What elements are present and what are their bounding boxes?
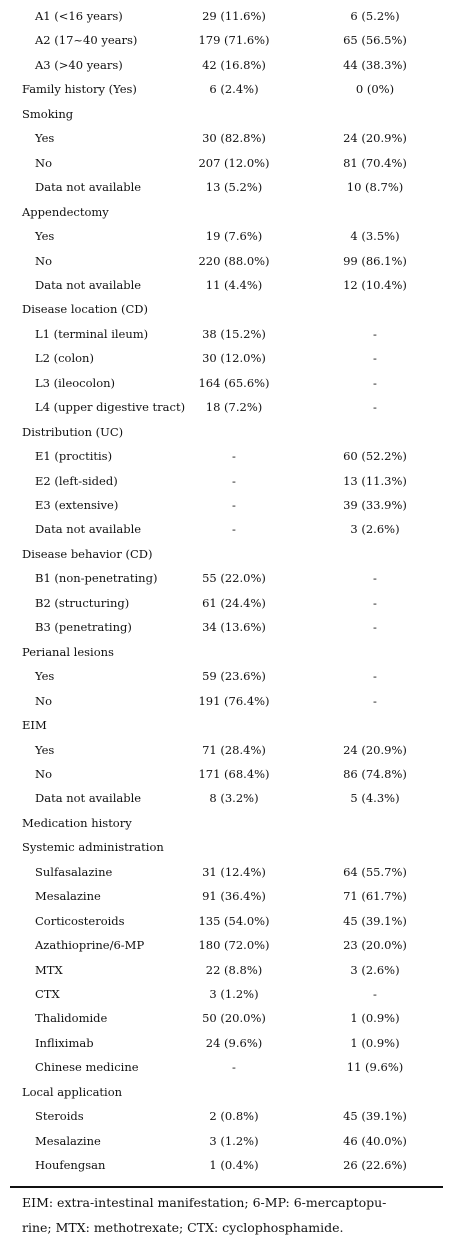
table-row (0, 102, 462, 126)
table-row (0, 909, 462, 933)
row-sublabel: E3 (extensive) (35, 498, 119, 512)
table-row (0, 420, 462, 444)
cd-value-cell: 34 (13.6%) (202, 620, 266, 635)
cd-value-cell: 71 (28.4%) (202, 742, 266, 757)
table-row (0, 200, 462, 224)
uc-value-cell: 24 (20.9%) (343, 131, 407, 146)
row-category-label: EIM (22, 718, 47, 733)
row-sublabel: Yes (35, 742, 55, 757)
cd-value-cell: 207 (12.0%) (198, 155, 270, 170)
uc-value-cell: 65 (56.5%) (343, 33, 407, 48)
cd-value-cell: 18 (7.2%) (205, 400, 263, 415)
cd-value-cell: 22 (8.8%) (205, 962, 263, 977)
row-sublabel: Mesalazine (35, 889, 101, 904)
row-sublabel: B2 (structuring) (35, 595, 130, 610)
uc-value-cell: - (373, 400, 377, 415)
table-row (0, 4, 462, 28)
uc-value-cell: 81 (70.4%) (343, 155, 407, 170)
table-row (0, 77, 462, 101)
row-sublabel: L1 (terminal ileum) (35, 326, 149, 341)
uc-value-cell: 99 (86.1%) (343, 253, 407, 268)
uc-value-cell: 45 (39.1%) (343, 913, 407, 928)
uc-value-cell: 1 (0.9%) (350, 1035, 400, 1050)
uc-value-cell: 26 (22.6%) (343, 1158, 407, 1173)
uc-value-cell: - (373, 669, 377, 684)
table-row (0, 517, 462, 541)
cd-value-cell: 180 (72.0%) (198, 938, 270, 953)
table-row (0, 322, 462, 346)
cd-value-cell: 19 (7.6%) (205, 229, 263, 244)
row-sublabel: Data not available (35, 522, 142, 537)
cd-value-cell: 61 (24.4%) (202, 595, 266, 610)
table-row (0, 762, 462, 786)
table-row (0, 1080, 462, 1104)
cd-value-cell: 164 (65.6%) (198, 375, 270, 390)
uc-value-cell: 39 (33.9%) (343, 498, 407, 512)
table-row (0, 493, 462, 517)
uc-value-cell: - (373, 351, 377, 366)
cd-value-cell: 38 (15.2%) (202, 326, 266, 341)
row-sublabel: CTX (35, 987, 60, 1001)
uc-value-cell: - (373, 571, 377, 586)
table-row (0, 958, 462, 982)
table-row (0, 151, 462, 175)
uc-value-cell: - (373, 595, 377, 610)
row-sublabel: No (35, 766, 52, 781)
table-row (0, 664, 462, 688)
table-row (0, 615, 462, 639)
row-sublabel: Yes (35, 229, 55, 244)
uc-value-cell: 3 (2.6%) (350, 522, 400, 537)
cd-value-cell: 2 (0.8%) (209, 1109, 259, 1124)
row-category-label: Smoking (22, 106, 74, 121)
uc-value-cell: 46 (40.0%) (343, 1133, 407, 1148)
uc-value-cell: 3 (2.6%) (350, 962, 400, 977)
row-sublabel: L3 (ileocolon) (35, 375, 116, 390)
table-row (0, 249, 462, 273)
row-category-label: Appendectomy (22, 204, 109, 219)
uc-value-cell: - (373, 693, 377, 708)
table-row (0, 1129, 462, 1153)
cd-value-cell: - (232, 522, 236, 537)
uc-value-cell: 64 (55.7%) (343, 864, 407, 879)
uc-value-cell: 0 (0%) (355, 82, 395, 97)
row-sublabel: E1 (proctitis) (35, 449, 113, 464)
table-row (0, 371, 462, 395)
cd-value-cell: 171 (68.4%) (198, 766, 270, 781)
uc-value-cell: 45 (39.1%) (343, 1109, 407, 1124)
row-sublabel: B3 (penetrating) (35, 620, 132, 635)
uc-value-cell: 10 (8.7%) (346, 180, 404, 195)
table-row (0, 175, 462, 199)
cd-value-cell: 1 (0.4%) (209, 1158, 259, 1173)
cd-value-cell: 179 (71.6%) (198, 33, 270, 48)
cd-value-cell: 29 (11.6%) (202, 9, 266, 23)
row-sublabel: E2 (left-sided) (35, 473, 118, 488)
cd-value-cell: 3 (1.2%) (209, 1133, 259, 1148)
cd-value-cell: 6 (2.4%) (209, 82, 259, 97)
uc-value-cell: 24 (20.9%) (343, 742, 407, 757)
uc-value-cell: 6 (5.2%) (350, 9, 400, 23)
row-sublabel: MTX (35, 962, 63, 977)
table-row (0, 835, 462, 859)
row-sublabel: Mesalazine (35, 1133, 101, 1148)
cd-value-cell: 91 (36.4%) (202, 889, 266, 904)
cd-value-cell: 135 (54.0%) (198, 913, 270, 928)
row-sublabel: B1 (non-penetrating) (35, 571, 158, 586)
table-row (0, 713, 462, 737)
table-row (0, 982, 462, 1006)
cd-value-cell: 55 (22.0%) (202, 571, 266, 586)
row-category-label: Disease location (CD) (22, 302, 149, 317)
cd-value-cell: - (232, 498, 236, 512)
table-row (0, 346, 462, 370)
row-sublabel: No (35, 693, 52, 708)
table-row (0, 860, 462, 884)
cd-value-cell: 30 (82.8%) (202, 131, 266, 146)
cd-value-cell: 191 (76.4%) (198, 693, 270, 708)
uc-value-cell: 5 (4.3%) (350, 791, 400, 806)
table-row (0, 1153, 462, 1177)
row-category-label: Medication history (22, 815, 132, 830)
table-row (0, 224, 462, 248)
table-row (0, 1055, 462, 1079)
row-sublabel: Yes (35, 131, 55, 146)
row-sublabel: Steroids (35, 1109, 84, 1124)
row-sublabel: A3 (>40 years) (35, 57, 123, 72)
uc-value-cell: 13 (11.3%) (343, 473, 407, 488)
row-category-label: Systemic administration (22, 840, 164, 855)
table-row (0, 444, 462, 468)
uc-value-cell: 86 (74.8%) (343, 766, 407, 781)
row-sublabel: Sulfasalazine (35, 864, 113, 879)
table-row (0, 566, 462, 590)
row-sublabel: No (35, 253, 52, 268)
cd-value-cell: 24 (9.6%) (205, 1035, 263, 1050)
cd-value-cell: 11 (4.4%) (205, 277, 263, 292)
row-category-label: Family history (Yes) (22, 82, 137, 97)
cd-value-cell: 220 (88.0%) (198, 253, 270, 268)
row-category-label: Distribution (UC) (22, 424, 124, 439)
uc-value-cell: 11 (9.6%) (346, 1060, 404, 1075)
table-row (0, 811, 462, 835)
cd-value-cell: 59 (23.6%) (202, 669, 266, 684)
table-row (0, 28, 462, 52)
row-sublabel: A2 (17~40 years) (35, 33, 138, 48)
uc-value-cell: - (373, 326, 377, 341)
cd-value-cell: - (232, 473, 236, 488)
uc-value-cell: 1 (0.9%) (350, 1011, 400, 1026)
row-sublabel: Houfengsan (35, 1158, 106, 1173)
cd-value-cell: - (232, 449, 236, 464)
row-category-label: Local application (22, 1084, 123, 1099)
cd-value-cell: 3 (1.2%) (209, 987, 259, 1001)
row-sublabel: Data not available (35, 791, 142, 806)
table-bottom-rule (10, 1186, 443, 1188)
uc-value-cell: 44 (38.3%) (343, 57, 407, 72)
row-sublabel: Infliximab (35, 1035, 94, 1050)
cd-value-cell: 13 (5.2%) (205, 180, 263, 195)
table-row (0, 1006, 462, 1030)
table-row (0, 53, 462, 77)
cd-value-cell: 50 (20.0%) (202, 1011, 266, 1026)
cd-value-cell: 42 (16.8%) (202, 57, 266, 72)
row-sublabel: L4 (upper digestive tract) (35, 400, 186, 415)
uc-value-cell: 12 (10.4%) (343, 277, 407, 292)
cd-value-cell: 31 (12.4%) (202, 864, 266, 879)
row-sublabel: Data not available (35, 277, 142, 292)
row-category-label: Perianal lesions (22, 644, 114, 659)
table-row (0, 884, 462, 908)
table-row (0, 640, 462, 664)
row-category-label: Disease behavior (CD) (22, 546, 153, 561)
cd-value-cell: 30 (12.0%) (202, 351, 266, 366)
row-sublabel: Yes (35, 669, 55, 684)
cd-value-cell: - (232, 1060, 236, 1075)
uc-value-cell: 71 (61.7%) (343, 889, 407, 904)
row-sublabel: A1 (<16 years) (35, 9, 123, 23)
uc-value-cell: - (373, 375, 377, 390)
table-row (0, 591, 462, 615)
table-row (0, 786, 462, 810)
row-sublabel: No (35, 155, 52, 170)
row-sublabel: Thalidomide (35, 1011, 108, 1026)
table-row (0, 542, 462, 566)
uc-value-cell: - (373, 620, 377, 635)
uc-value-cell: 60 (52.2%) (343, 449, 407, 464)
table-row (0, 469, 462, 493)
table-row (0, 273, 462, 297)
uc-value-cell: - (373, 987, 377, 1001)
row-sublabel: Chinese medicine (35, 1060, 139, 1075)
cd-value-cell: 8 (3.2%) (209, 791, 259, 806)
footnote-line-2: rine; MTX: methotrexate; CTX: cyclophosphamide. (22, 1220, 344, 1235)
uc-value-cell: 23 (20.0%) (343, 938, 407, 953)
table-row (0, 297, 462, 321)
table-row (0, 1104, 462, 1128)
table-row (0, 738, 462, 762)
table-row (0, 395, 462, 419)
footnote-line-1: EIM: extra-intestinal manifestation; 6-MP: 6-mercaptopu- (22, 1195, 387, 1210)
table-row (0, 933, 462, 957)
row-sublabel: Data not available (35, 180, 142, 195)
table-row (0, 126, 462, 150)
table-row (0, 689, 462, 713)
uc-value-cell: 4 (3.5%) (350, 229, 400, 244)
row-sublabel: Azathioprine/6-MP (35, 938, 145, 953)
row-sublabel: Corticosteroids (35, 913, 125, 928)
row-sublabel: L2 (colon) (35, 351, 94, 366)
table-row (0, 1031, 462, 1055)
